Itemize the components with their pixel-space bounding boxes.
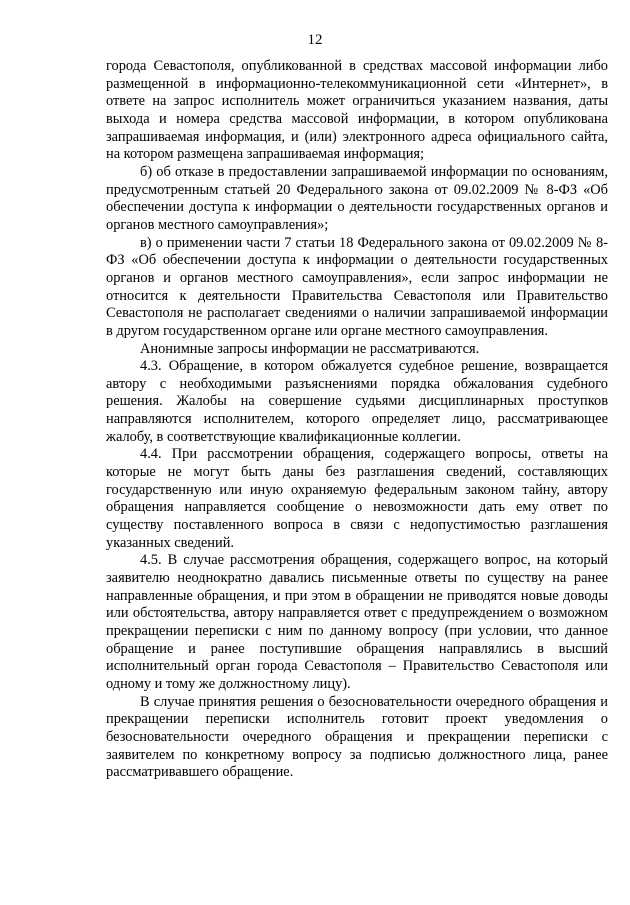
document-body [106, 58, 608, 782]
page-number: 12 [307, 32, 323, 48]
paragraph-anonymous-requests: Анонимные запросы информации не рассматриваются. [140, 340, 480, 357]
paragraph-4-3: 4.3. Обращение, в котором обжалуется судебное решение, возвращается автору с необходимыми разъяснениями порядка обжалования судебного решения. Жалобы на совершение судьями дисциплинарных проступков направляются исполнителем, которого определяет лицо, рассматривающее жалобу, в соответствующие квалификационные коллегии. [106, 358, 608, 445]
paragraph-4-4: 4.4. При рассмотрении обращения, содержащего вопросы, ответы на которые не могут быть даны без разглашения сведений, составляющих государственную или иную охраняемую федеральным законом тайну, автору обращения направляется сообщение о невозможности дать ему ответ по существу поставленного вопроса в связи с недопустимостью разглашения указанных сведений. [106, 446, 608, 551]
paragraph-termination: В случае принятия решения о безосновательности очередного обращения и прекращении переписки исполнитель готовит проект уведомления о безосновательности очередного обращения и прекращении переписки с заявителем по конкретному вопросу за подписью должностного лица, ранее рассматривавшего обращение. [106, 693, 608, 781]
paragraph-4-5: 4.5. В случае рассмотрения обращения, содержащего вопрос, на который заявителю неоднократно давались письменные ответы по существу на ранее направленные обращения, и при этом в обращении не приводятся новые доводы или обстоятельства, автору направляется ответ с предупреждением о возможном прекращении переписки с ним по данному вопросу (при условии, что данное обращение и ранее поступившие обращения направлялись в высший исполнительный орган города Севастополя – Правительство Севастополя или одному и тому же должностному лицу). [106, 552, 608, 692]
paragraph-continuation: города Севастополя, опубликованной в средствах массовой информации либо размещенной в информационно-телекоммуникационной сети «Интернет», в ответе на запрос исполнитель может ограничиться указанием названия, даты выхода и номера средства массовой информации, в котором опубликована запрашиваемая информация, и (или) электронного адреса официального сайта, на котором размещена запрашиваемая информация; [106, 58, 608, 163]
paragraph-item-b: б) об отказе в предоставлении запрашиваемой информации по основаниям, предусмотренным статьей 20 Федерального закона от 09.02.2009 № 8-ФЗ «Об обеспечении доступа к информации о деятельности государственных органов и органов местного самоуправления»; [106, 163, 608, 233]
paragraph-item-v: в) о применении части 7 статьи 18 Федерального закона от 09.02.2009 № 8-ФЗ «Об обеспечении доступа к информации о деятельности государственных органов и органов местного самоуправления», если запрос информации не относится к деятельности Правительства Севастополя или Правительство Севастополя не располагает сведениями о наличии запрашиваемой информации в другом государственном органе или органе местного самоуправления. [106, 234, 608, 339]
